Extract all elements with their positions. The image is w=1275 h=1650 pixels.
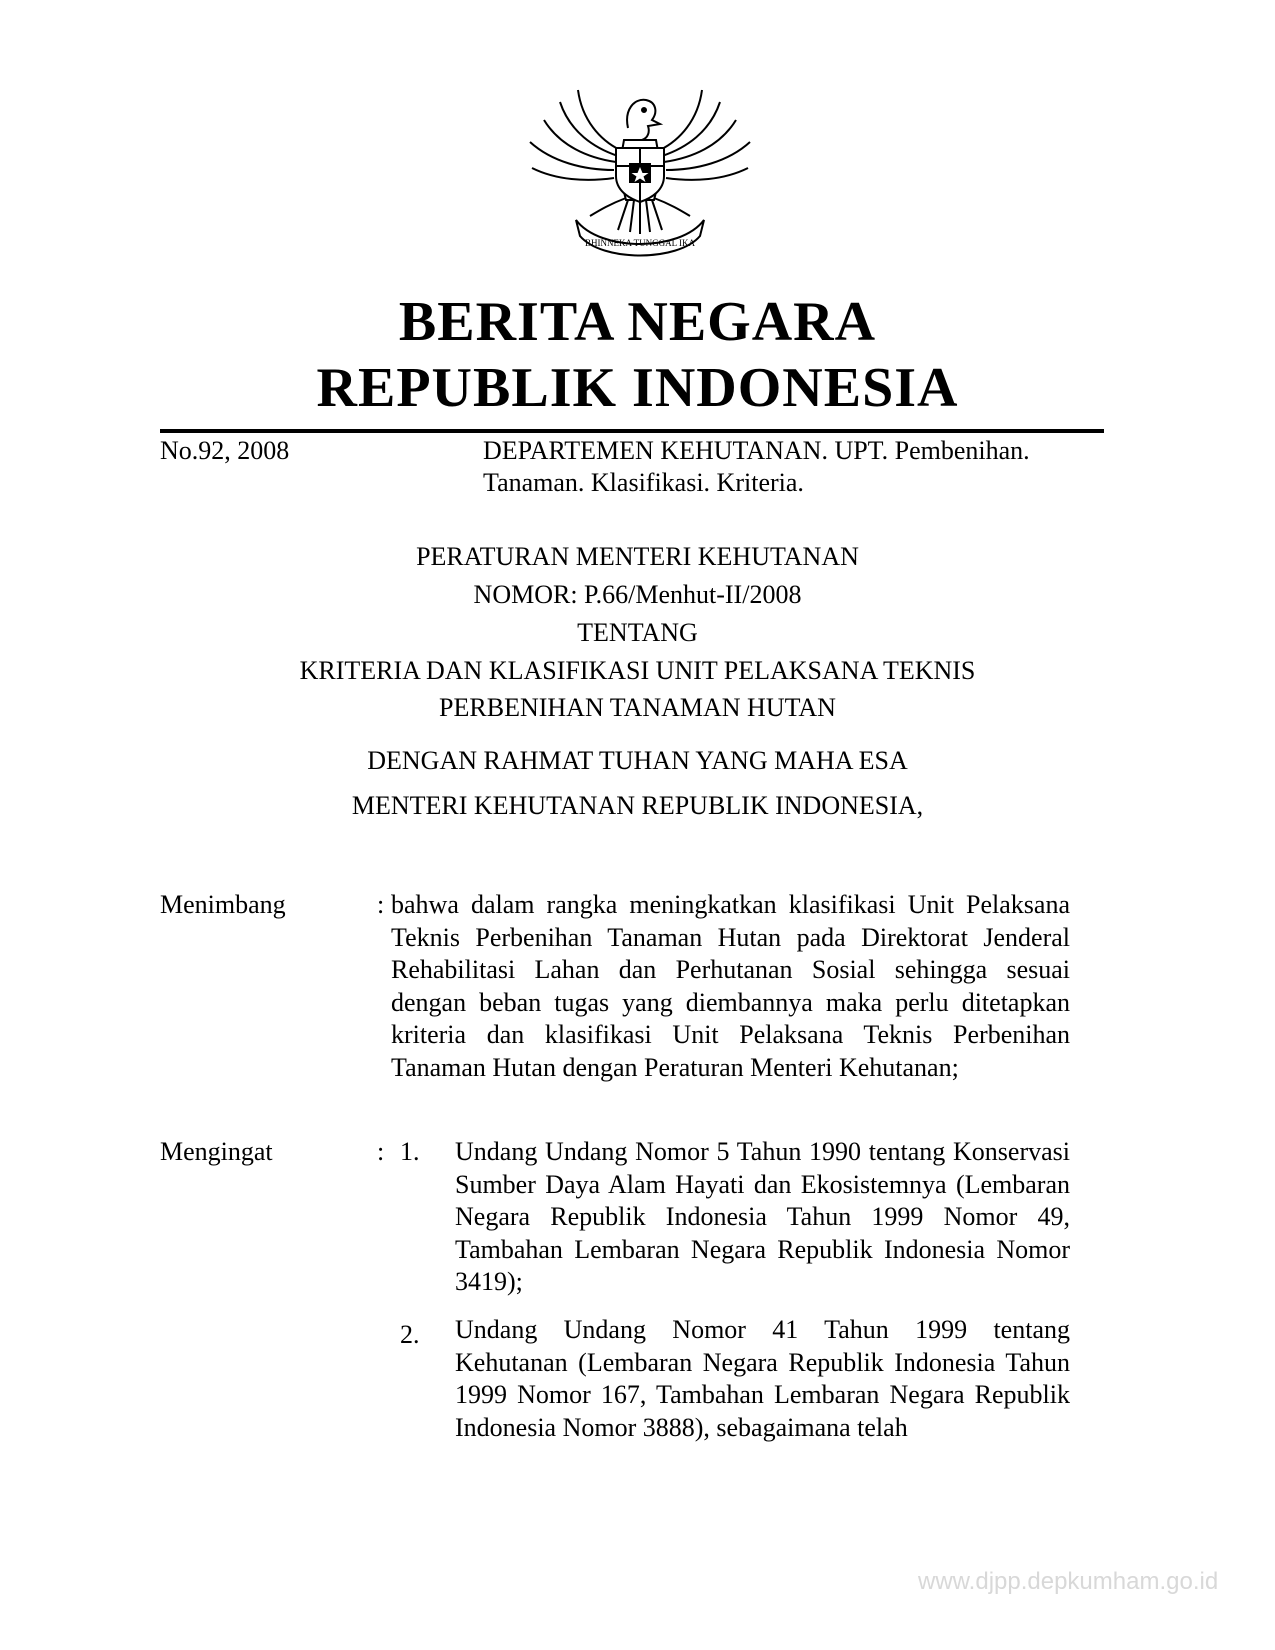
emblem-motto: BHINNEKA TUNGGAL IKA (585, 238, 695, 248)
preamble-line-2: MENTERI KEHUTANAN REPUBLIK INDONESIA, (351, 791, 924, 820)
regulation-subject-line-1: KRITERIA DAN KLASIFIKASI UNIT PELAKSANA TEKNIS (299, 656, 976, 685)
mengingat-item-2-text: Undang Undang Nomor 41 Tahun 1999 tentang Kehutanan (Lembaran Negara Republik Indonesia Tahun 1999 Nomor 167, Tambahan Lembaran Negara Republik Indonesia Nomor 3888), sebagaimana telah (455, 1315, 1070, 1442)
mengingat-item-1-number: 1. (400, 1137, 420, 1166)
preamble-line-1: DENGAN RAHMAT TUHAN YANG MAHA ESA (367, 746, 908, 775)
document-title-line-2: REPUBLIK INDONESIA (316, 357, 959, 419)
regulation-number: NOMOR: P.66/Menhut-II/2008 (473, 580, 802, 609)
header-divider (160, 429, 1104, 433)
mengingat-item-2-number: 2. (400, 1320, 420, 1349)
garuda-emblem-icon (520, 80, 760, 270)
menimbang-text: bahwa dalam rangka meningkatkan klasifikasi Unit Pelaksana Teknis Perbenihan Tanaman Hutan pada Direktorat Jenderal Rehabilitasi Lahan dan Perhutanan Sosial sehingga sesuai dengan beban tugas yang diembannya maka perlu ditetapkan kriteria dan klasifikasi Unit Pelaksana Teknis Perbenihan Tanaman Hutan dengan Peraturan Menteri Kehutanan; (391, 890, 1070, 1082)
mengingat-label: Mengingat (160, 1137, 273, 1166)
regulation-tentang: TENTANG (577, 618, 698, 647)
regulation-subject-line-2: PERBENIHAN TANAMAN HUTAN (439, 693, 836, 722)
source-watermark: www.djpp.depkumham.go.id (918, 1568, 1219, 1595)
mengingat-item-1-text: Undang Undang Nomor 5 Tahun 1990 tentang Konservasi Sumber Daya Alam Hayati dan Ekosistemnya (Lembaran Negara Republik Indonesia Tahun 1999 Nomor 49, Tambahan Lembaran Negara Republik Indonesia Nomor 3419); (455, 1137, 1070, 1296)
gazette-number: No.92, 2008 (160, 436, 290, 465)
regulation-heading: PERATURAN MENTERI KEHUTANAN (416, 542, 859, 571)
department-line-2: Tanaman. Klasifikasi. Kriteria. (483, 468, 804, 497)
document-title-line-1: BERITA NEGARA (398, 291, 877, 353)
menimbang-label: Menimbang (160, 890, 286, 919)
mengingat-colon: : (377, 1137, 385, 1166)
menimbang-colon: : (377, 890, 385, 919)
department-line-1: DEPARTEMEN KEHUTANAN. UPT. Pembenihan. (483, 436, 1030, 465)
